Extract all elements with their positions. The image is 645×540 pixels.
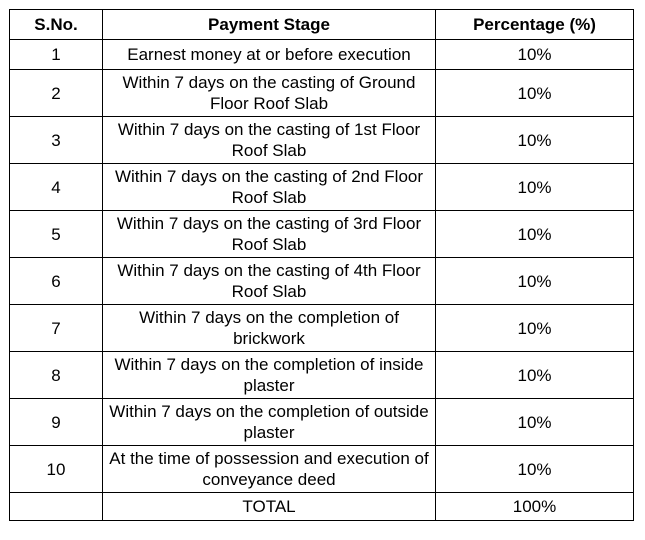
header-sno: S.No. <box>10 10 103 40</box>
cell-payment-stage: Within 7 days on the completion of brickwork <box>103 305 436 352</box>
total-sno-cell <box>10 493 103 521</box>
cell-payment-stage: Within 7 days on the completion of inside plaster <box>103 352 436 399</box>
cell-payment-stage: Within 7 days on the completion of outside plaster <box>103 399 436 446</box>
cell-percentage: 10% <box>436 70 634 117</box>
cell-sno: 9 <box>10 399 103 446</box>
cell-payment-stage: Within 7 days on the casting of 2nd Floor Roof Slab <box>103 164 436 211</box>
cell-percentage: 10% <box>436 305 634 352</box>
table-row <box>10 305 634 352</box>
total-label: TOTAL <box>103 493 436 521</box>
cell-sno: 5 <box>10 211 103 258</box>
cell-sno: 2 <box>10 70 103 117</box>
table-row <box>10 164 634 211</box>
cell-sno: 4 <box>10 164 103 211</box>
cell-percentage: 10% <box>436 446 634 493</box>
table-header-row <box>10 10 634 40</box>
cell-percentage: 10% <box>436 164 634 211</box>
table-row <box>10 352 634 399</box>
cell-payment-stage: Within 7 days on the casting of 3rd Floor Roof Slab <box>103 211 436 258</box>
cell-percentage: 10% <box>436 117 634 164</box>
table-row <box>10 258 634 305</box>
table-row <box>10 117 634 164</box>
cell-percentage: 10% <box>436 40 634 70</box>
cell-percentage: 10% <box>436 352 634 399</box>
cell-payment-stage: Earnest money at or before execution <box>103 40 436 70</box>
table-row <box>10 70 634 117</box>
cell-percentage: 10% <box>436 211 634 258</box>
cell-payment-stage: At the time of possession and execution of conveyance deed <box>103 446 436 493</box>
payment-schedule-table <box>9 9 634 521</box>
cell-sno: 7 <box>10 305 103 352</box>
cell-payment-stage: Within 7 days on the casting of Ground Floor Roof Slab <box>103 70 436 117</box>
cell-sno: 1 <box>10 40 103 70</box>
total-row <box>10 493 634 521</box>
cell-sno: 3 <box>10 117 103 164</box>
cell-percentage: 10% <box>436 399 634 446</box>
header-percentage: Percentage (%) <box>436 10 634 40</box>
cell-percentage: 10% <box>436 258 634 305</box>
table-row <box>10 211 634 258</box>
cell-sno: 6 <box>10 258 103 305</box>
total-percentage: 100% <box>436 493 634 521</box>
header-payment-stage: Payment Stage <box>103 10 436 40</box>
cell-sno: 8 <box>10 352 103 399</box>
table-row <box>10 40 634 70</box>
table-row <box>10 399 634 446</box>
cell-payment-stage: Within 7 days on the casting of 1st Floor Roof Slab <box>103 117 436 164</box>
table-row <box>10 446 634 493</box>
cell-payment-stage: Within 7 days on the casting of 4th Floor Roof Slab <box>103 258 436 305</box>
cell-sno: 10 <box>10 446 103 493</box>
